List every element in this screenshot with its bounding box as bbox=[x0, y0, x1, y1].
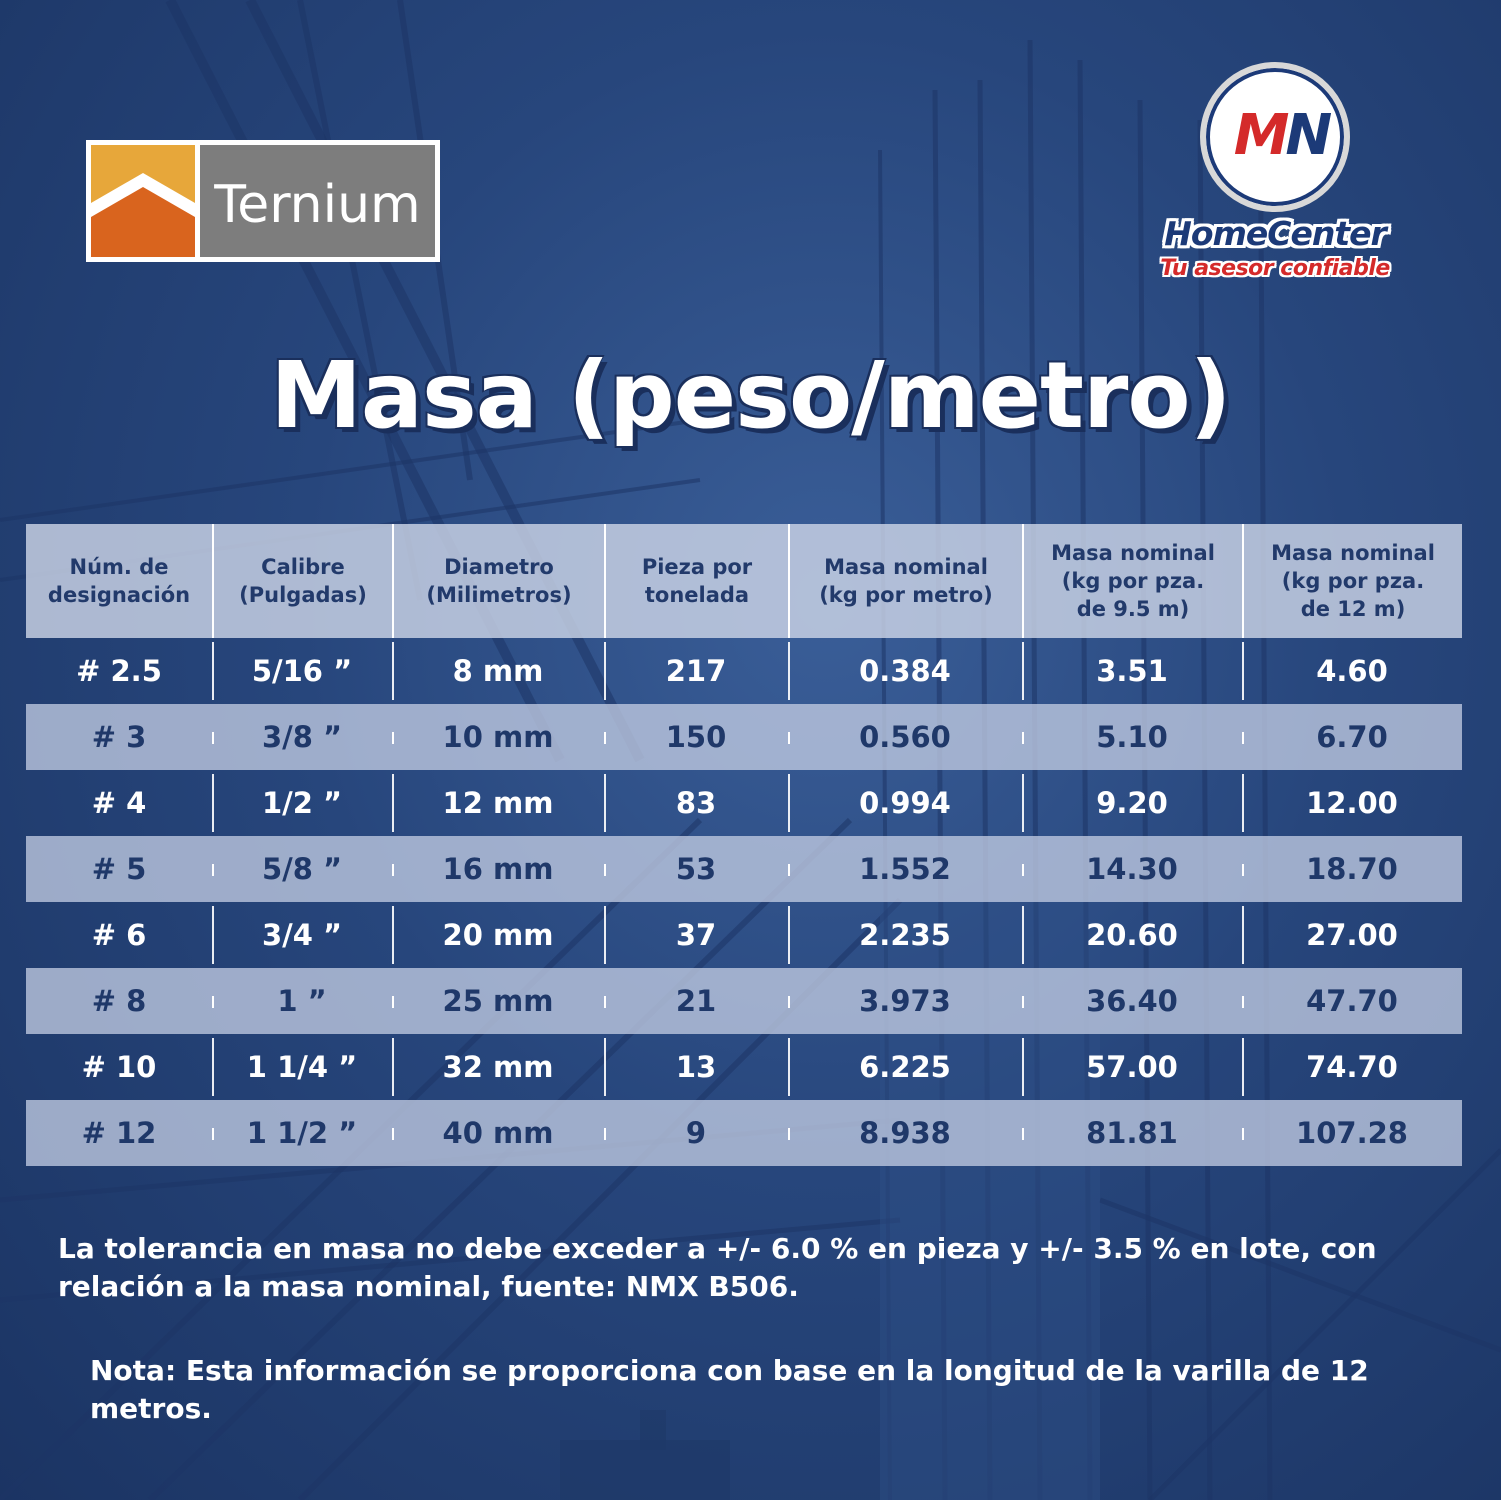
rebar-mass-table bbox=[26, 524, 1462, 1166]
header-label: Pieza por tonelada bbox=[641, 555, 753, 607]
cell-pieces-per-ton: 150 bbox=[604, 704, 788, 770]
cell-pieces-per-ton: 21 bbox=[604, 968, 788, 1034]
cell-mass-9-5m: 57.00 bbox=[1022, 1034, 1242, 1100]
table-row bbox=[26, 902, 1462, 968]
page-title: Masa (peso/metro) bbox=[270, 342, 1231, 449]
mn-logo-badge bbox=[1200, 62, 1350, 212]
cell-diameter: 10 mm bbox=[392, 704, 604, 770]
cell-mass-per-meter: 0.384 bbox=[788, 638, 1022, 704]
header-mass-12m bbox=[1242, 524, 1462, 638]
cell-mass-per-meter: 8.938 bbox=[788, 1100, 1022, 1166]
cell-pieces-per-ton: 217 bbox=[604, 638, 788, 704]
cell-designation: # 6 bbox=[91, 918, 147, 952]
header-label: Masa nominal (kg por metro) bbox=[819, 555, 993, 607]
homecenter-tagline: Tu asesor confiable bbox=[1160, 256, 1390, 281]
cell-designation: # 10 bbox=[81, 1050, 157, 1084]
cell-mass-9-5m: 20.60 bbox=[1022, 902, 1242, 968]
cell-pieces-per-ton: 83 bbox=[604, 770, 788, 836]
cell-diameter: 32 mm bbox=[392, 1034, 604, 1100]
cell-mass-per-meter: 1.552 bbox=[788, 836, 1022, 902]
cell-gauge: 1 ” bbox=[212, 968, 392, 1034]
cell-mass-12m: 47.70 bbox=[1242, 968, 1462, 1034]
cell-pieces-per-ton: 37 bbox=[604, 902, 788, 968]
cell-mass-per-meter: 0.994 bbox=[788, 770, 1022, 836]
cell-mass-9-5m: 9.20 bbox=[1022, 770, 1242, 836]
mn-letter-m: M bbox=[1233, 103, 1286, 168]
cell-designation: # 8 bbox=[91, 984, 147, 1018]
header-label: Calibre (Pulgadas) bbox=[239, 555, 367, 607]
cell-mass-12m: 12.00 bbox=[1242, 770, 1462, 836]
cell-mass-12m: 74.70 bbox=[1242, 1034, 1462, 1100]
header-diameter bbox=[392, 524, 604, 638]
cell-mass-9-5m: 81.81 bbox=[1022, 1100, 1242, 1166]
header-label: Diametro (Milimetros) bbox=[426, 555, 572, 607]
mn-homecenter-logo bbox=[1130, 62, 1420, 292]
cell-mass-per-meter: 3.973 bbox=[788, 968, 1022, 1034]
table-body bbox=[26, 638, 1462, 1166]
header-mass-9-5m bbox=[1022, 524, 1242, 638]
header-gauge bbox=[212, 524, 392, 638]
cell-gauge: 5/8 ” bbox=[212, 836, 392, 902]
cell-mass-12m: 107.28 bbox=[1242, 1100, 1462, 1166]
cell-mass-12m: 4.60 bbox=[1242, 638, 1462, 704]
cell-designation: # 5 bbox=[91, 852, 147, 886]
table-row bbox=[26, 968, 1462, 1034]
header-label: Masa nominal (kg por pza. de 9.5 m) bbox=[1051, 541, 1215, 621]
table-row bbox=[26, 836, 1462, 902]
cell-diameter: 25 mm bbox=[392, 968, 604, 1034]
cell-gauge: 1 1/2 ” bbox=[212, 1100, 392, 1166]
cell-mass-9-5m: 3.51 bbox=[1022, 638, 1242, 704]
cell-mass-9-5m: 5.10 bbox=[1022, 704, 1242, 770]
table-row bbox=[26, 1100, 1462, 1166]
cell-gauge: 5/16 ” bbox=[212, 638, 392, 704]
cell-mass-9-5m: 36.40 bbox=[1022, 968, 1242, 1034]
table-header-row bbox=[26, 524, 1462, 638]
cell-mass-12m: 27.00 bbox=[1242, 902, 1462, 968]
cell-diameter: 8 mm bbox=[392, 638, 604, 704]
mn-logo-letters bbox=[1206, 103, 1356, 168]
cell-diameter: 16 mm bbox=[392, 836, 604, 902]
cell-diameter: 20 mm bbox=[392, 902, 604, 968]
cell-gauge: 3/4 ” bbox=[212, 902, 392, 968]
cell-gauge: 3/8 ” bbox=[212, 704, 392, 770]
cell-pieces-per-ton: 9 bbox=[604, 1100, 788, 1166]
cell-gauge: 1/2 ” bbox=[212, 770, 392, 836]
cell-mass-12m: 6.70 bbox=[1242, 704, 1462, 770]
cell-mass-12m: 18.70 bbox=[1242, 836, 1462, 902]
tolerance-note: La tolerancia en masa no debe exceder a +/- 6.0 % en pieza y +/- 3.5 % en lote, con relación a la masa nominal, fuente: NMX B506. bbox=[58, 1232, 1377, 1303]
header-designation bbox=[26, 524, 212, 638]
table-row bbox=[26, 1034, 1462, 1100]
cell-designation: # 4 bbox=[91, 786, 147, 820]
table-row bbox=[26, 704, 1462, 770]
table-row bbox=[26, 638, 1462, 704]
cell-diameter: 40 mm bbox=[392, 1100, 604, 1166]
cell-mass-9-5m: 14.30 bbox=[1022, 836, 1242, 902]
header-pieces-per-ton bbox=[604, 524, 788, 638]
mn-letter-n: N bbox=[1285, 103, 1329, 168]
header-label: Masa nominal (kg por pza. de 12 m) bbox=[1271, 541, 1435, 621]
cell-designation: # 3 bbox=[91, 720, 147, 754]
cell-designation: # 12 bbox=[81, 1116, 157, 1150]
cell-pieces-per-ton: 53 bbox=[604, 836, 788, 902]
cell-pieces-per-ton: 13 bbox=[604, 1034, 788, 1100]
cell-designation: # 2.5 bbox=[76, 654, 162, 688]
length-note: Nota: Esta información se proporciona con base en la longitud de la varilla de 12 metros. bbox=[90, 1354, 1369, 1425]
cell-mass-per-meter: 6.225 bbox=[788, 1034, 1022, 1100]
homecenter-name: HomeCenter bbox=[1164, 214, 1386, 253]
cell-diameter: 12 mm bbox=[392, 770, 604, 836]
cell-mass-per-meter: 0.560 bbox=[788, 704, 1022, 770]
ternium-roof-icon bbox=[91, 145, 195, 257]
cell-mass-per-meter: 2.235 bbox=[788, 902, 1022, 968]
ternium-logo bbox=[86, 140, 440, 262]
cell-gauge: 1 1/4 ” bbox=[212, 1034, 392, 1100]
header-label: Núm. de designación bbox=[47, 555, 191, 607]
table-row bbox=[26, 770, 1462, 836]
ternium-logo-text: Ternium bbox=[200, 145, 435, 257]
header-mass-per-meter bbox=[788, 524, 1022, 638]
